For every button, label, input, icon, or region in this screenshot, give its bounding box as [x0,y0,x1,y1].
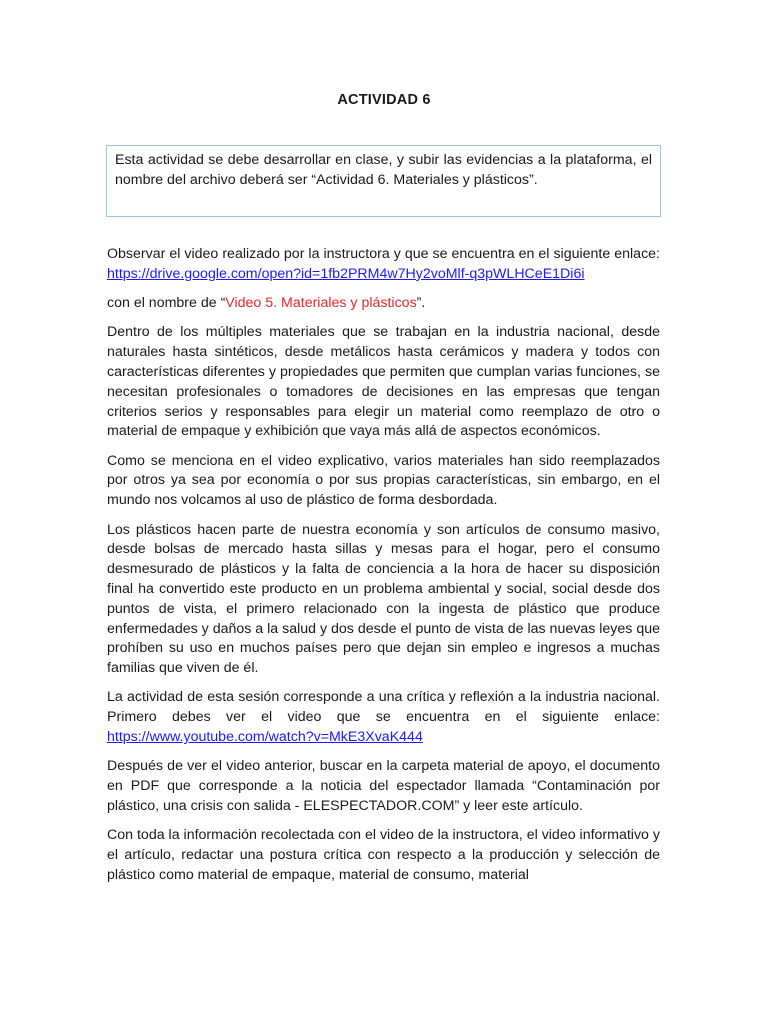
page-title: ACTIVIDAD 6 [337,92,431,108]
youtube-video-link[interactable]: https://www.youtube.com/watch?v=MkE3XvaK444 [107,729,423,746]
paragraph-video-name [107,294,660,314]
paragraph-session-activity [107,688,660,747]
paragraph-video-instructions [107,245,660,285]
paragraph-explanatory-video: Como se menciona en el video explicativo, varios materiales han sido reemplazados por otros ya sea por economía o por sus propias características, sin embargo, en el mundo nos volcamos al uso de plástico de forma desbordada. [107,452,660,509]
paragraph-text: Observar el video realizado por la instructora y que se encuentra en el siguiente enlace: [107,246,660,262]
video-name-highlight: Video 5. Materiales y plásticos [225,295,417,312]
paragraph-plastics: Los plásticos hacen parte de nuestra economía y son artículos de consumo masivo, desde bolsas de mercado hasta sillas y mesas para el hogar, pero el consumo desmesurado de plásticos y la falta de conciencia a la hora de hacer su disposición final ha convertido este producto en un problema ambiental y social, social desde dos puntos de vista, el primero relacionado con la ingesta de plástico que produce enfermedades y daños a la salud y dos desde el punto de vista de las nuevas leyes que prohíben su uso en muchos países pero que dejan sin empleo e ingresos a muchas familias que viven de él. [107,521,660,677]
document-body [107,245,660,895]
paragraph-text: con el nombre de “ [107,295,226,312]
paragraph-critical-essay: Con toda la información recolectada con el video de la instructora, el video informativo y el artículo, redactar una postura crítica con respecto a la producción y selección de plástico como material de empaque, material de consumo, material [107,827,660,883]
paragraph-article: Después de ver el video anterior, buscar en la carpeta material de apoyo, el documento en PDF que corresponde a la noticia del espectador llamada “Contaminación por plástico, una crisis con salida - ELESPECTADOR.COM” y leer este artículo. [107,758,660,814]
drive-video-link[interactable]: https://drive.google.com/open?id=1fb2PRM4w7Hy2voMlf-q3pWLHCeE1Di6i [107,265,585,282]
instruction-box: Esta actividad se debe desarrollar en clase, y subir las evidencias a la plataforma, el nombre del archivo deberá ser “Actividad 6. Materiales y plásticos”. [106,145,661,217]
paragraph-materials: Dentro de los múltiples materiales que se trabajan en la industria nacional, desde naturales hasta sintéticos, desde metálicos hasta cerámicos y madera y todos con características diferentes y propiedades que permiten que cumplan varias funciones, se necesitan profesionales o tomadores de decisiones en las empresas que tengan criterios serios y responsables para elegir un material como reemplazo de otro o material de empaque y exhibición que vaya más allá de aspectos económicos. [107,324,660,440]
paragraph-text: La actividad de esta sesión corresponde a una crítica y reflexión a la industria nacional. Primero debes ver el video que se encuentra en el siguiente enlace: [107,689,660,726]
paragraph-text: ”. [416,295,426,312]
